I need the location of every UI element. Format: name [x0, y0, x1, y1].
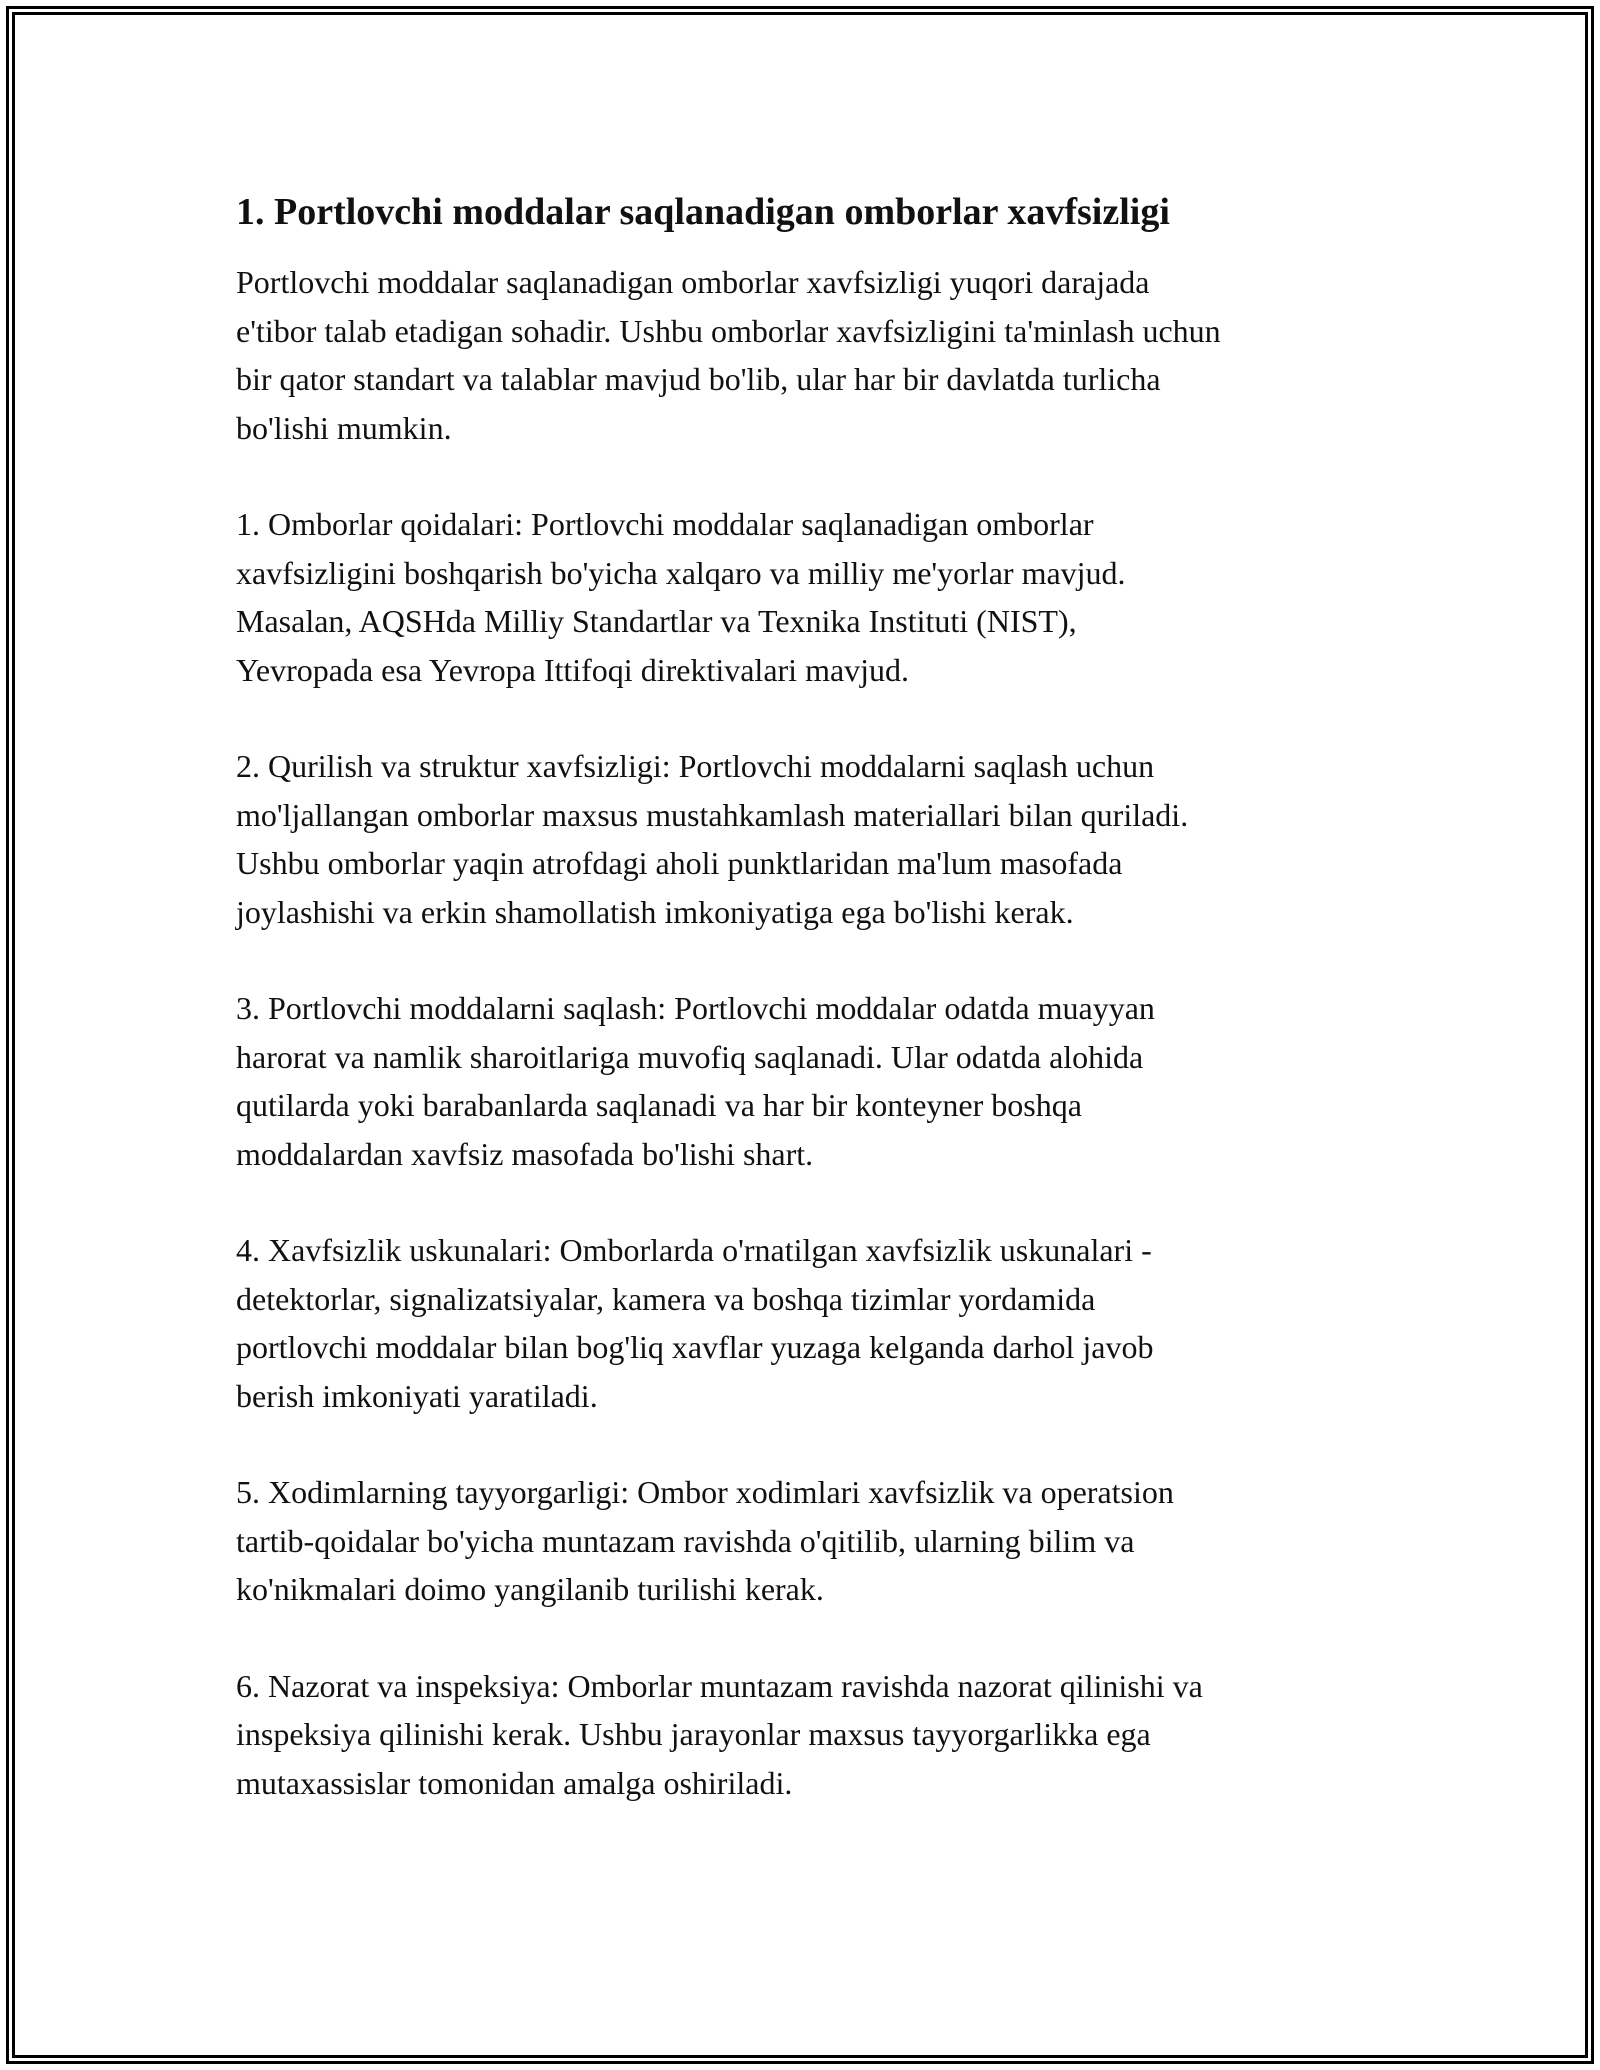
list-item-3: 3. Portlovchi moddalarni saqlash: Portlovchi moddalar odatda muayyan harorat va namlik sharoitlariga muvofiq saqlanadi. Ular odatda alohida qutilarda yoki barabanlarda saqlanadi va har bir konteyner boshqa moddalardan xavfsiz masofada bo'lishi shart. — [236, 990, 1155, 1172]
document-body — [236, 188, 1386, 1855]
list-item-6: 6. Nazorat va inspeksiya: Omborlar muntazam ravishda nazorat qilinishi va inspeksiya qilinishi kerak. Ushbu jarayonlar maxsus tayyorgarlikka ega mutaxassislar tomonidan amalga oshiriladi. — [236, 1667, 1203, 1801]
intro-paragraph: Portlovchi moddalar saqlanadigan omborlar xavfsizligi yuqori darajada e'tibor talab etadigan sohadir. Ushbu omborlar xavfsizligini ta'minlash uchun bir qator standart va talablar mavjud bo'lib, ular har bir davlatda turlicha bo'lishi mumkin. — [236, 264, 1221, 446]
list-item-4: 4. Xavfsizlik uskunalari: Omborlarda o'rnatilgan xavfsizlik uskunalari - detektorlar, signalizatsiyalar, kamera va boshqa tizimlar yordamida portlovchi moddalar bilan bog'liq xavflar yuzaga kelganda darhol javob berish imkoniyati yaratiladi. — [236, 1232, 1154, 1414]
document-title: 1. Portlovchi moddalar saqlanadigan omborlar xavfsizligi — [236, 191, 1170, 233]
list-item-1: 1. Omborlar qoidalari: Portlovchi moddalar saqlanadigan omborlar xavfsizligini boshqarish bo'yicha xalqaro va milliy me'yorlar mavjud. Masalan, AQSHda Milliy Standartlar va Texnika Instituti (NIST), Yevropada esa Yevropa Ittifoqi direktivalari mavjud. — [236, 506, 1126, 688]
list-item-5: 5. Xodimlarning tayyorgarligi: Ombor xodimlari xavfsizlik va operatsion tartib-qoidalar bo'yicha muntazam ravishda o'qitilib, ularning bilim va ko'nikmalari doimo yangilanib turilishi kerak. — [236, 1474, 1174, 1607]
list-item-2: 2. Qurilish va struktur xavfsizligi: Portlovchi moddalarni saqlash uchun mo'ljallangan omborlar maxsus mustahkamlash materiallari bilan quriladi. Ushbu omborlar yaqin atrofdagi aholi punktlaridan ma'lum masofada joylashishi va erkin shamollatish imkoniyatiga ega bo'lishi kerak. — [236, 748, 1189, 930]
